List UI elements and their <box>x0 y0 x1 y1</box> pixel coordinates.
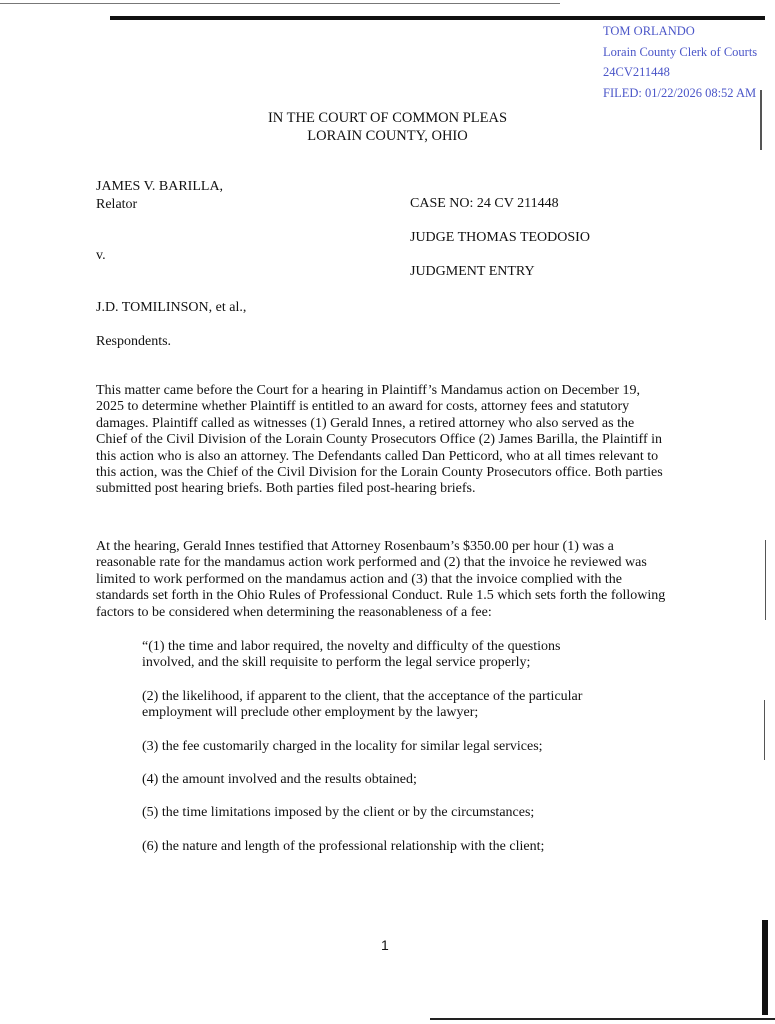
factor-item: (3) the fee customarily charged in the locality for similar legal services; <box>142 738 543 754</box>
case-number: CASE NO: 24 CV 211448 <box>410 196 559 211</box>
court-name: IN THE COURT OF COMMON PLEAS <box>267 110 508 126</box>
stamp-filed-date: FILED: 01/22/2026 08:52 AM <box>603 85 757 100</box>
scan-speck <box>760 90 762 150</box>
stamp-office: Lorain County Clerk of Courts <box>603 44 758 59</box>
scan-speck <box>765 540 766 620</box>
factor-item: (4) the amount involved and the results obtained; <box>142 772 417 788</box>
filing-stamp <box>603 21 757 103</box>
relator-name: JAMES V. BARILLA, <box>96 179 224 194</box>
stamp-case-ref: 24CV211448 <box>603 65 670 79</box>
rule-factors-list <box>142 639 612 872</box>
scan-speck <box>764 700 765 760</box>
relator-block <box>96 178 223 214</box>
scan-top-thin-rule <box>0 3 560 4</box>
respondent-name: J.D. TOMILINSON, et al., <box>96 300 247 315</box>
factor-item: (6) the nature and length of the professional relationship with the client; <box>142 838 545 854</box>
scan-bottom-rule <box>430 1018 775 1020</box>
scan-edge-mark <box>762 920 768 1015</box>
respondent-role: Respondents. <box>96 334 172 349</box>
scan-top-rule <box>110 16 765 20</box>
court-heading <box>200 109 575 145</box>
court-county: LORAIN COUNTY, OHIO <box>307 128 468 144</box>
factor-item: (5) the time limitations imposed by the client or by the circumstances; <box>142 805 535 821</box>
relator-role: Relator <box>96 197 138 212</box>
factor-item: “(1) the time and labor required, the novelty and difficulty of the questions involved, and the skill requisite to perform the legal service properly; <box>142 639 561 671</box>
versus: v. <box>96 248 106 263</box>
body-paragraph-2: At the hearing, Gerald Innes testified that Attorney Rosenbaum’s $350.00 per hour (1) was a reasonable rate for the mandamus action work performed and (2) that the invoice he reviewed was limited to work performed on the mandamus action and (3) that the invoice complied with the standards set forth in the Ohio Rules of Professional Conduct. Rule 1.5 which sets forth the following factors to be considered when determining the reasonableness of a fee: <box>96 539 666 620</box>
judge-name: JUDGE THOMAS TEODOSIO <box>410 230 590 245</box>
page-number: 1 <box>381 937 389 953</box>
entry-type: JUDGMENT ENTRY <box>410 264 535 279</box>
body-paragraph-1: This matter came before the Court for a hearing in Plaintiff’s Mandamus action on December 19, 2025 to determine whether Plaintiff is entitled to an award for costs, attorney fees and statutory damages. Plaintiff called as witnesses (1) Gerald Innes, a retired attorney who also served as the Chief of the Civil Division of the Lorain County Prosecutors Office (2) James Barilla, the Plaintiff in this action who is also an attorney. The Defendants called Dan Petticord, who at all times relevant to this action, was the Chief of the Civil Division for the Lorain County Prosecutors office. Both parties submitted post hearing briefs. Both parties filed post-hearing briefs. <box>96 383 663 497</box>
factor-item: (2) the likelihood, if apparent to the client, that the acceptance of the particular employment will preclude other employment by the lawyer; <box>142 688 583 721</box>
stamp-clerk-name: TOM ORLANDO <box>603 24 695 38</box>
